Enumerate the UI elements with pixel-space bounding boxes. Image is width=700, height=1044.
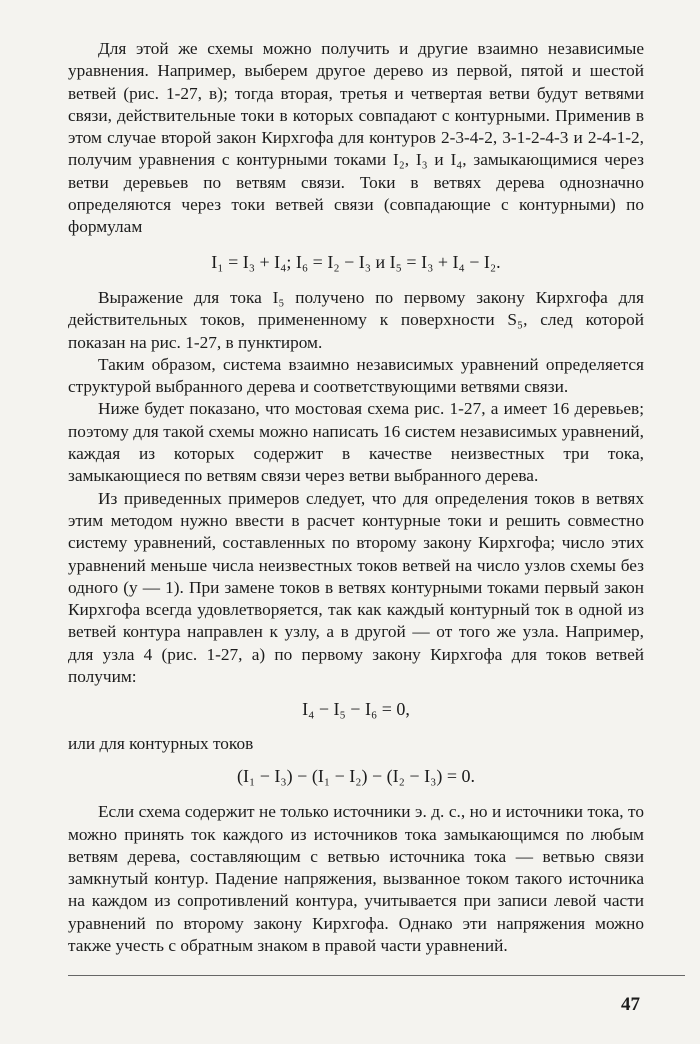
formula-branch-currents: I₁ = I₃ + I₄; I₆ = I₂ − I₃ и I₅ = I₃ + I₄ − I₂.	[211, 251, 501, 272]
paragraph-3: Таким образом, система взаимно независимых уравнений определяется структурой выбранного дерева и соответствующими ветвями связи.	[68, 354, 644, 397]
formula-node-4: I₄ − I₅ − I₆ = 0,	[302, 699, 410, 720]
paragraph-4: Ниже будет показано, что мостовая схема рис. 1-27, а имеет 16 деревьев; поэтому для такой схемы можно написать 16 систем независимых уравнений, каждая из которых содержит в качестве неизвестных три тока, замыкающиеся по ветвям связи через ветви выбранного дерева.	[68, 399, 644, 486]
formula-contour-currents: (I₁ − I₃) − (I₁ − I₂) − (I₂ − I₃) = 0.	[237, 765, 475, 786]
paragraph-1: Для этой же схемы можно получить и другие взаимно независимые уравнения. Например, выберем другое дерево из первой, пятой и шестой ветвей (рис. 1-27, в); тогда вторая, третья и четвертая ветви будут ветвями связи, действительные токи в которых совпадают с контурными. Применив в этом случае второй закон Кирхгофа для контуров 2-3-4-2, 3-1-2-4-3 и 2-4-1-2, получим уравнения с контурными токами I₂, I₃ и I₄, замыкающимися через ветви деревьев по ветвям связи. Токи в ветвях дерева однозначно определяются через токи ветвей связи (совпадающие с контурными) по формулам	[68, 39, 644, 237]
paragraph-5: Из приведенных примеров следует, что для определения токов в ветвях этим методом нужно ввести в расчет контурные токи и решить совместно систему уравнений, составленных по второму закону Кирхгофа; число этих уравнений меньше числа неизвестных токов ветвей на число узлов схемы без одного (у — 1). При замене токов в ветвях контурными токами первый закон Кирхгофа всегда удовлетворяется, так как каждый контурный ток в одной из ветвей контура направлен к узлу, а в другой — от того же узла. Например, для узла 4 (рис. 1-27, а) по первому закону Кирхгофа для токов ветвей получим:	[68, 488, 644, 687]
paragraph-7: Если схема содержит не только источники э. д. с., но и источники тока, то можно принять ток каждого из источников тока замыкающимся по любым ветвям дерева, составляющим с ветвью источника тока — ветвью связи замкнутый контур. Падение напряжения, вызванное током такого источника на каждом из сопротивлений контура, учитывается при записи левой части уравнений по второму закону Кирхгофа. Однако эти напряжения можно также учесть с обратным знаком в правой части уравнений.	[68, 802, 644, 955]
page-number: 47	[621, 994, 640, 1015]
footer-divider	[68, 975, 685, 976]
main-text	[68, 38, 644, 957]
paragraph-6: или для контурных токов	[68, 733, 254, 753]
paragraph-2: Выражение для тока I₅ получено по первому закону Кирхгофа для действительных токов, примененному к поверхности S₅, след которой показан на рис. 1-27, в пунктиром.	[68, 287, 644, 352]
